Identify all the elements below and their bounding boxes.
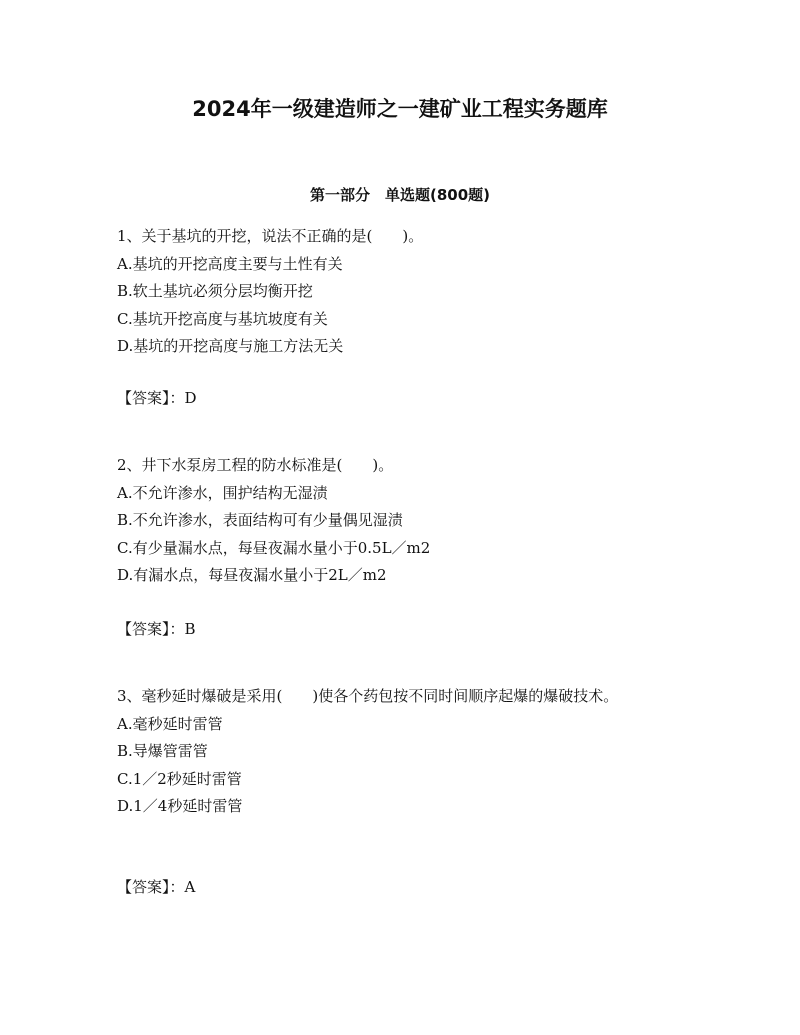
answer-label: 【答案】：: [117, 389, 185, 407]
option-a: A.毫秒延时雷管: [117, 714, 223, 733]
answer-label: 【答案】：: [117, 878, 185, 896]
answer-value: A: [184, 878, 196, 896]
question-stem: 3、毫秒延时爆破是采用( )使各个药包按不同时间顺序起爆的爆破技术。: [117, 687, 619, 705]
option-b: B.软土基坑必须分层均衡开挖: [117, 282, 313, 300]
question-stem: 2、井下水泵房工程的防水标准是( )。: [117, 456, 394, 474]
question-stem: 1、关于基坑的开挖，说法不正确的是( )。: [117, 227, 424, 245]
answer-line: [117, 874, 195, 901]
option-c: C.1／2秒延时雷管: [117, 769, 242, 788]
option-b: B.不允许渗水，表面结构可有少量偶见湿渍: [117, 511, 403, 529]
option-d: D.1／4秒延时雷管: [117, 797, 243, 815]
answer-line: [117, 616, 196, 643]
option-d: D.有漏水点，每昼夜漏水量小于2L／m2: [117, 566, 387, 584]
option-c: C.基坑开挖高度与基坑坡度有关: [117, 309, 328, 328]
question-block: [117, 223, 697, 407]
question-block: [117, 683, 697, 896]
answer-line: [117, 385, 197, 412]
option-d: D.基坑的开挖高度与施工方法无关: [117, 337, 344, 355]
option-a: A.不允许渗水，围护结构无湿渍: [117, 483, 328, 502]
question-block: [117, 452, 697, 638]
option-b: B.导爆管雷管: [117, 742, 208, 760]
section-heading: 第一部分 单选题(800题): [309, 186, 491, 204]
document-title: 2024年一级建造师之一建矿业工程实务题库: [192, 97, 608, 121]
option-c: C.有少量漏水点，每昼夜漏水量小于0.5L／m2: [117, 538, 431, 557]
answer-value: D: [184, 389, 197, 407]
answer-label: 【答案】：: [117, 620, 185, 638]
answer-value: B: [184, 620, 196, 638]
option-a: A.基坑的开挖高度主要与土性有关: [117, 254, 343, 273]
